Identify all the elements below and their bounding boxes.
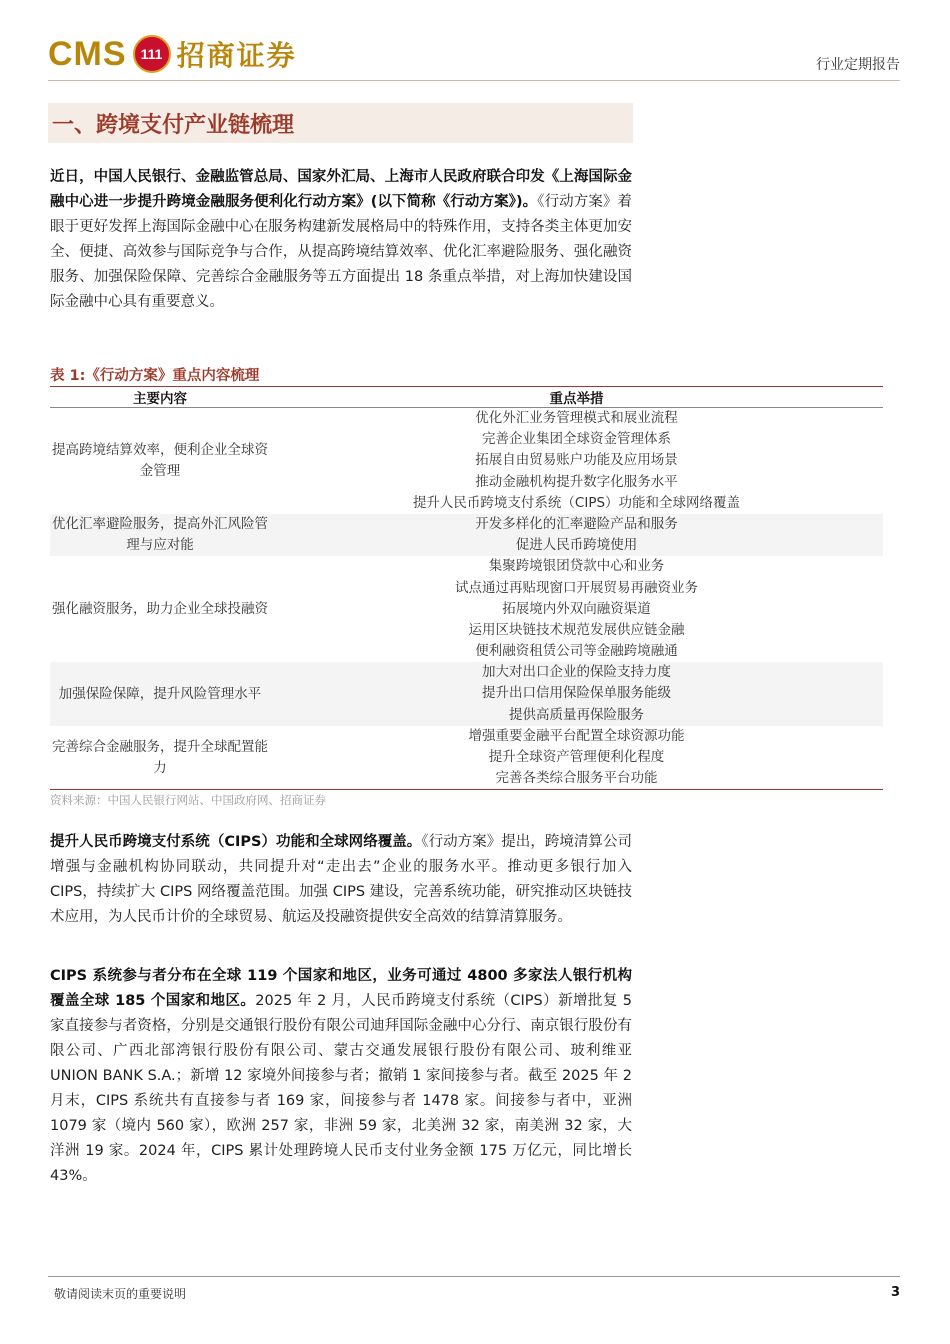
measure-item: 运用区块链技术规范发展供应链金融 [468,621,685,638]
table-header-row [50,387,883,408]
measure-item: 完善各类综合服务平台功能 [495,770,658,787]
cips-paragraph [50,830,632,930]
page-footer [48,1276,900,1301]
page-header [48,32,900,81]
measure-item: 拓展自由贸易账户功能及应用场景 [475,452,678,469]
measure-item: 完善企业集团全球资金管理体系 [482,431,671,448]
logo-chinese: 招商证券 [176,39,297,72]
table-row [50,556,883,662]
participants-text: 2025 年 2 月，人民币跨境支付系统（CIPS）新增批复 5 家直接参与者资格，分别是交通银行股份有限公司迪拜国际金融中心分行、南京银行股份有限公司、广西北部湾银行股份有限公司、蒙古交通发展银行股份有限公司、玻利维亚 UNION BANK S.A.；新增 12 家境外间接参与者；撤销 1 家间接参与者。截至 2025 年 2 月末，CIPS 系统共有直接参与者 169 家，间接参与者 1478 家。间接参与者中，亚洲 1079 家（境内 560 家），欧洲 257 家，非洲 59 家，北美洲 32 家，南美洲 32 家，大洋洲 19 家。2024 年，CIPS 累计处理跨境人民币支付业务金额 175 万亿元，同比增长 43%。 [50,993,632,1184]
row-main-content: 优化汇率避险服务，提高外汇风险管理与应对能 [50,514,270,556]
row-main-content: 加强保险保障，提升风险管理水平 [50,662,270,726]
row-measures [270,408,883,514]
intro-bold: 近日，中国人民银行、金融监管总局、国家外汇局、上海市人民政府联合印发《上海国际金融中心进一步提升跨境金融服务便利化行动方案》(以下简称《行动方案》)。 [50,169,632,210]
report-type: 行业定期报告 [816,57,900,73]
section-title: 一、跨境支付产业链梳理 [52,113,295,138]
logo-latin: CMS [48,34,127,73]
measure-item: 加大对出口企业的保险支持力度 [482,664,671,681]
row-main-content: 强化融资服务，助力企业全球投融资 [52,600,268,617]
measure-item: 优化外汇业务管理模式和展业流程 [475,410,678,426]
measure-item: 提供高质量再保险服务 [509,706,644,723]
cms-logo [48,34,297,74]
cips-bold: 提升人民币跨境支付系统（CIPS）功能和全球网络覆盖。 [50,834,422,850]
table-row [50,726,883,790]
intro-text: 《行动方案》着眼于更好发挥上海国际金融中心在服务构建新发展格局中的特殊作用，支持各类主体更加安全、便捷、高效参与国际竞争与合作，从提高跨境结算效率、优化汇率避险服务、强化融资服务、加强保险保障、完善综合金融服务等五方面提出 18 条重点举措，对上海加快建设国际金融中心具有重要意义。 [50,194,632,310]
header-main-content: 主要内容 [133,391,187,407]
measure-item: 试点通过再贴现窗口开展贸易再融资业务 [455,579,698,596]
measure-item: 促进人民币跨境使用 [515,537,638,554]
page-number: 3 [890,1285,900,1300]
table-row [50,662,883,726]
footer-note: 敬请阅读末页的重要说明 [54,1287,187,1301]
section-title-box [48,103,633,143]
row-measures [270,662,883,726]
row-main-content: 提高跨境结算效率，便利企业全球资金管理 [52,441,268,479]
participants-bold: CIPS 系统参与者分布在全球 119 个国家和地区，业务可通过 4800 多家法人银行机构覆盖全球 185 个国家和地区。 [50,968,632,1009]
cips-text: 《行动方案》提出，跨境清算公司增强与金融机构协同联动，共同提升对“走出去”企业的服务水平。推动更多银行加入 CIPS，持续扩大 CIPS 网络覆盖范围。加强 CIPS 建设，完善系统功能，研究推动区块链技术应用，为人民币计价的全球贸易、航运及投融资提供安全高效的结算清算服务。 [50,834,632,925]
table-row [50,408,883,514]
measure-item: 提升全球资产管理便利化程度 [488,749,665,765]
table-row [50,514,883,556]
action-plan-table [50,386,883,790]
row-measures [270,726,883,790]
logo-badge-icon: 111 [133,35,171,73]
row-main-content: 完善综合金融服务，提升全球配置能力 [52,738,268,776]
table-title: 表 1:《行动方案》重点内容梳理 [50,368,260,384]
measure-item: 增强重要金融平台配置全球资源功能 [468,727,685,744]
participants-paragraph [50,964,632,1189]
measure-item: 集聚跨境银团贷款中心和业务 [488,558,665,575]
measure-item: 开发多样化的汇率避险产品和服务 [475,515,678,532]
row-measures [270,556,883,662]
measure-item: 便利融资租赁公司等金融跨境融通 [475,643,678,660]
row-measures [270,514,883,556]
measure-item: 提升人民币跨境支付系统（CIPS）功能和全球网络覆盖 [412,494,741,511]
measure-item: 提升出口信用保险保单服务能级 [482,685,671,702]
table-source: 资料来源：中国人民银行网站、中国政府网、招商证券 [50,793,326,807]
intro-paragraph [50,165,632,315]
measure-item: 拓展境内外双向融资渠道 [502,600,651,617]
header-key-measures: 重点举措 [549,391,604,407]
measure-item: 推动金融机构提升数字化服务水平 [475,473,678,490]
